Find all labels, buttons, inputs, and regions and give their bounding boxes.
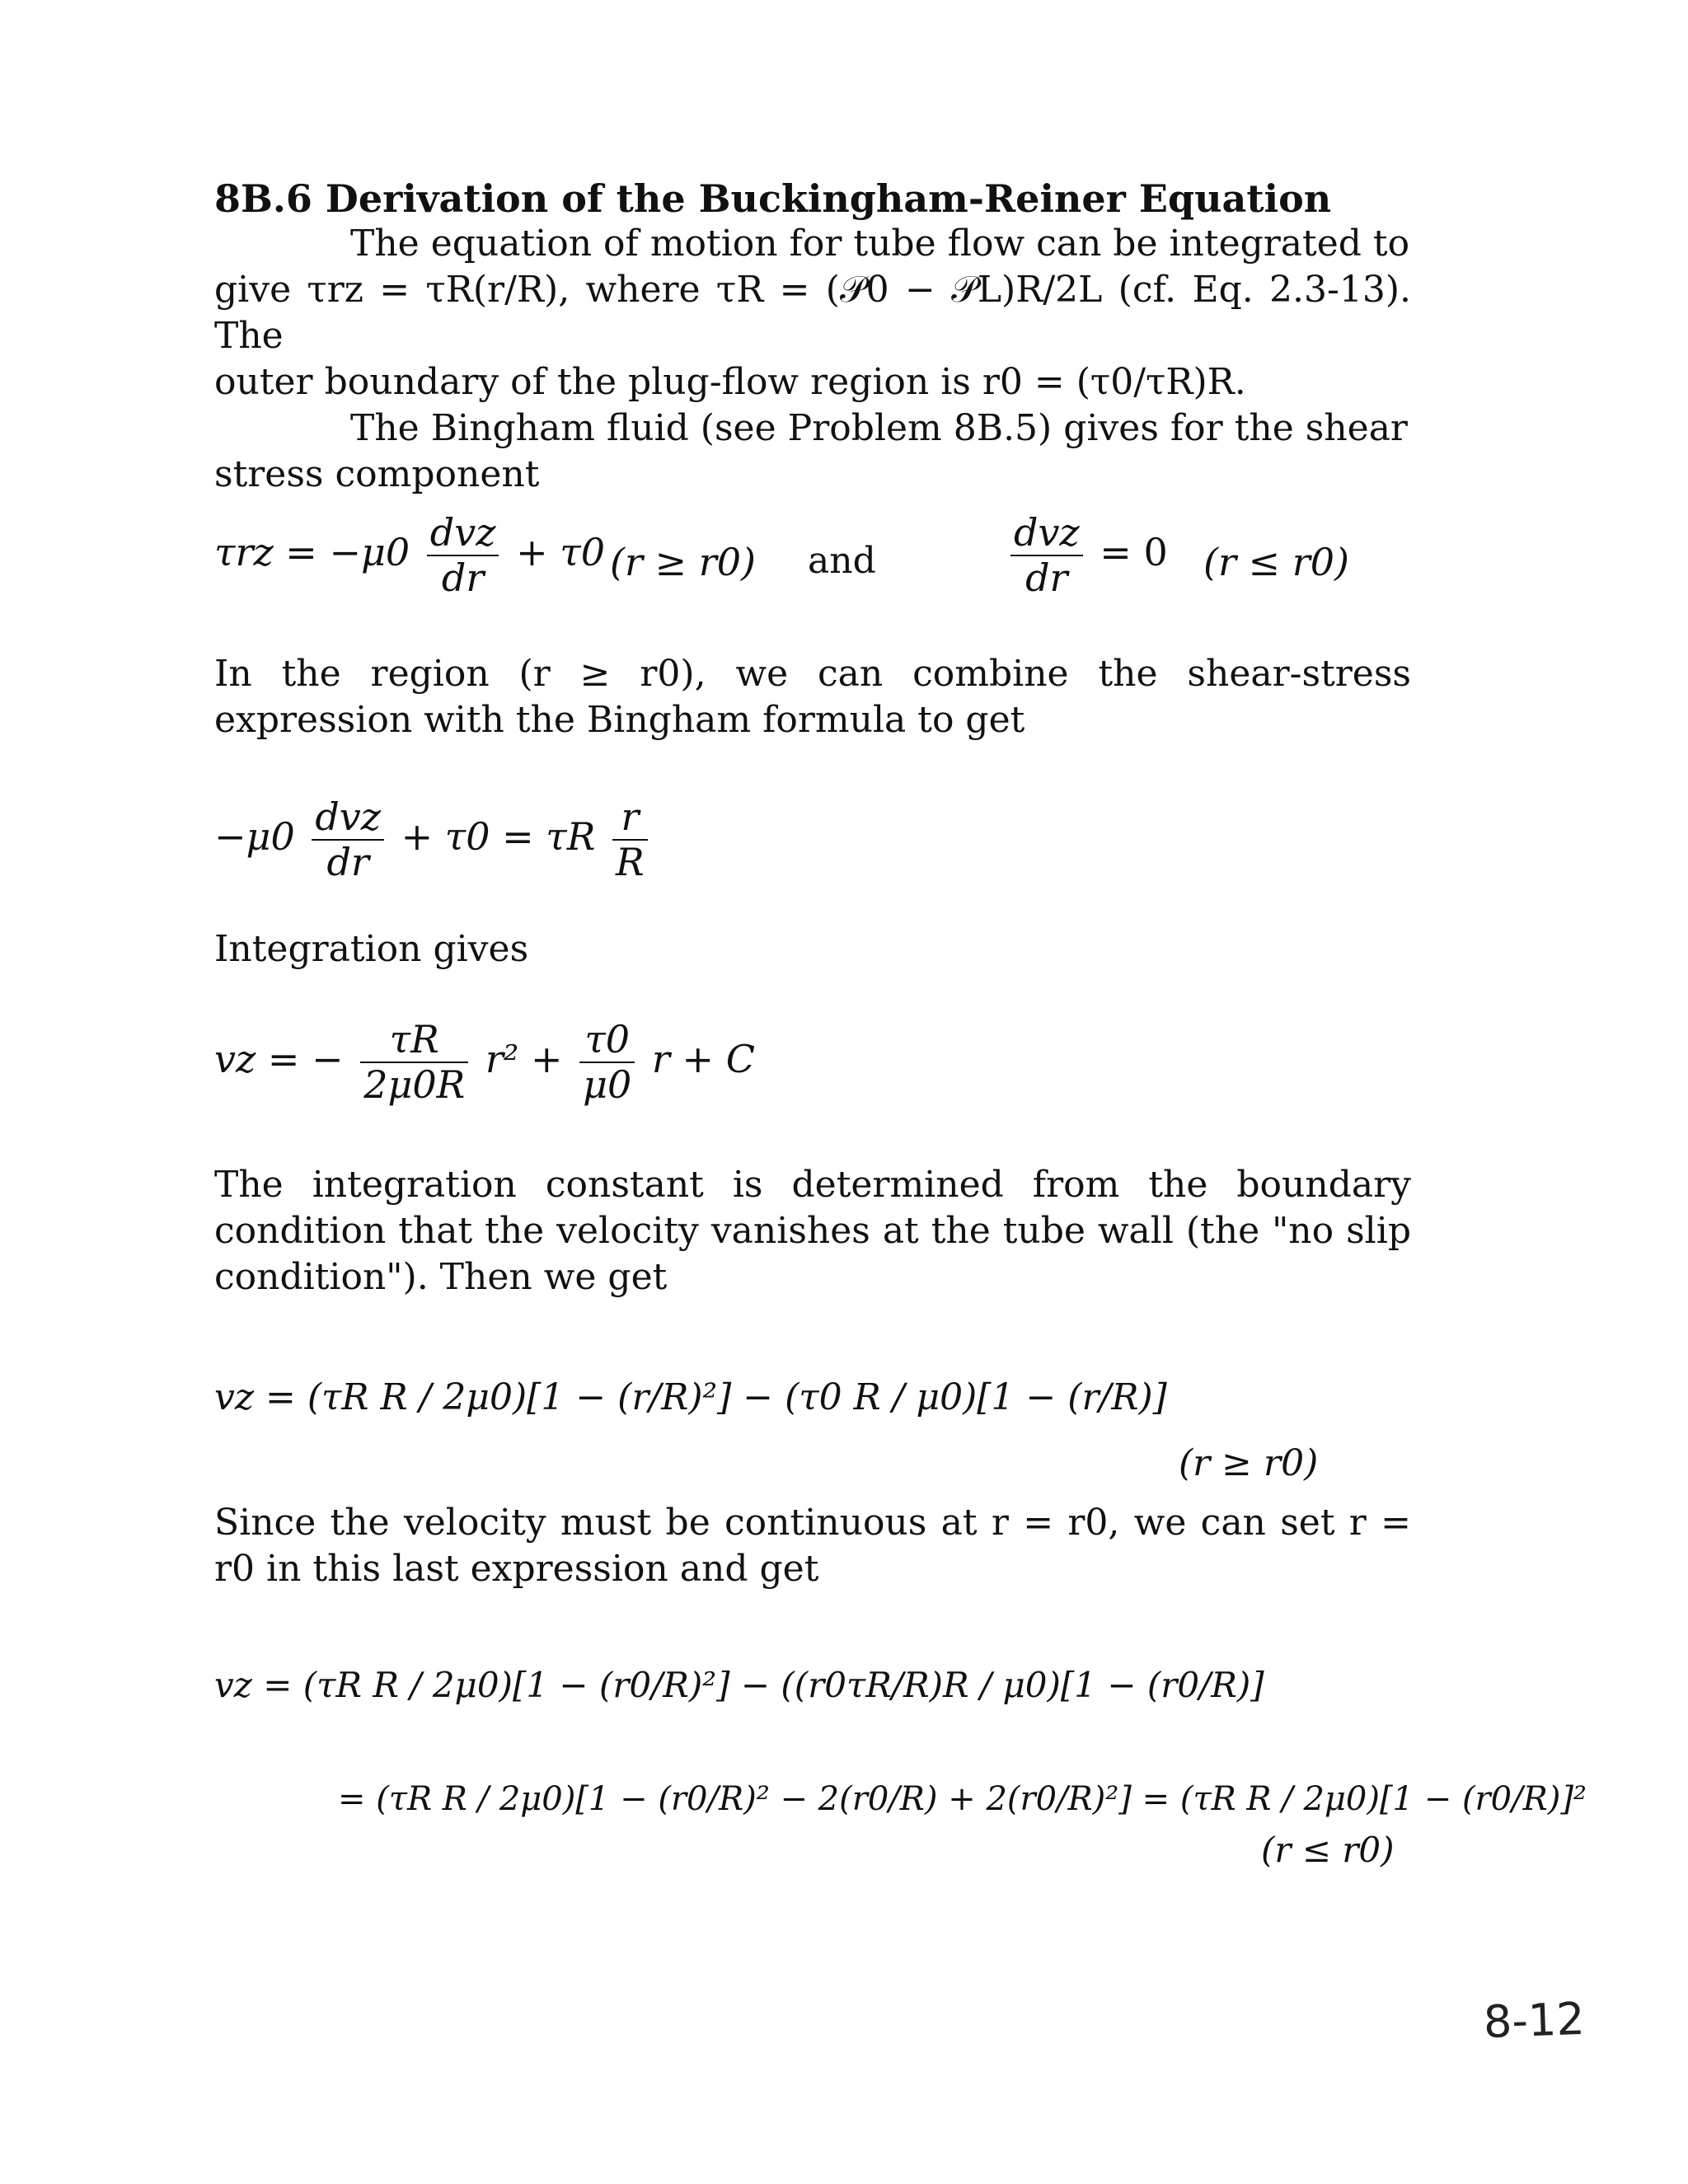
page-number: 8-12	[1482, 1992, 1586, 2049]
equation-plug-flow: $\frac{\text{dvz}}{dr}$ = 0	[1006, 511, 1168, 600]
intro-line-2: give τrz = τR(r/R), where τR = (𝒫0 − 𝒫L)R/2L (cf. Eq. 2.3-13). The	[214, 269, 1411, 357]
bingham-line-2: stress component	[214, 453, 540, 495]
paragraph-boundary: The integration constant is determined from the boundary condition that the velocity vanishes at the tube wall (the "no slip condition"). Then we get	[214, 1164, 1411, 1298]
bingham-line-1: The Bingham fluid (see Problem 8B.5) gives for the shear	[350, 407, 1408, 449]
paragraph-intro	[214, 221, 1411, 498]
equation-combined: −μ0 $\frac{\text{dvz}}{dr}$ + τ0 = τR $\frac{r}{R}$	[214, 795, 653, 884]
condition-r-ge-r0: (r ≥ r0)	[610, 540, 756, 584]
equation-plug-velocity-line1: vz = (τR R / 2μ0)[1 − (r0/R)²] − ((r0τR/R)R / μ0)[1 − (r0/R)]	[214, 1665, 1264, 1705]
condition-r-le-r0: (r ≤ r0)	[1203, 540, 1349, 584]
section-heading: 8B.6 Derivation of the Buckingham-Reiner Equation	[214, 176, 1332, 221]
fraction-dvz-dr: $\frac{\text{dvz}}{dr}$	[427, 511, 499, 600]
paragraph-integration: Integration gives	[214, 928, 529, 970]
paragraph-combine: In the region (r ≥ r0), we can combine the shear-stress expression with the Bingham formula to get	[214, 653, 1411, 741]
condition-eq4: (r ≥ r0)	[1179, 1442, 1319, 1484]
intro-line-1: The equation of motion for tube flow can be integrated to	[350, 223, 1410, 265]
equation-plug-velocity-line2: = (τR R / 2μ0)[1 − (r0/R)² − 2(r0/R) + 2(r0/R)²] = (τR R / 2μ0)[1 − (r0/R)]²	[338, 1780, 1587, 1818]
paragraph-continuity: Since the velocity must be continuous at r = r0, we can set r = r0 in this last expression and get	[214, 1502, 1411, 1590]
condition-eq5: (r ≤ r0)	[1261, 1830, 1395, 1870]
equation-velocity-profile: vz = (τR R / 2μ0)[1 − (r/R)²] − (τ0 R / μ0)[1 − (r/R)]	[214, 1376, 1167, 1418]
and-word: and	[808, 540, 876, 582]
intro-line-3: outer boundary of the plug-flow region is r0 = (τ0/τR)R.	[214, 361, 1246, 403]
equation-integrated: vz = − $\frac{\tau R}{2\mu 0R}$ r² + $\frac{\tau 0}{\mu 0}$ r + C	[214, 1017, 755, 1107]
equation-shear-stress: τrz = −μ0 $\frac{\text{dvz}}{dr}$ + τ0	[214, 510, 605, 600]
